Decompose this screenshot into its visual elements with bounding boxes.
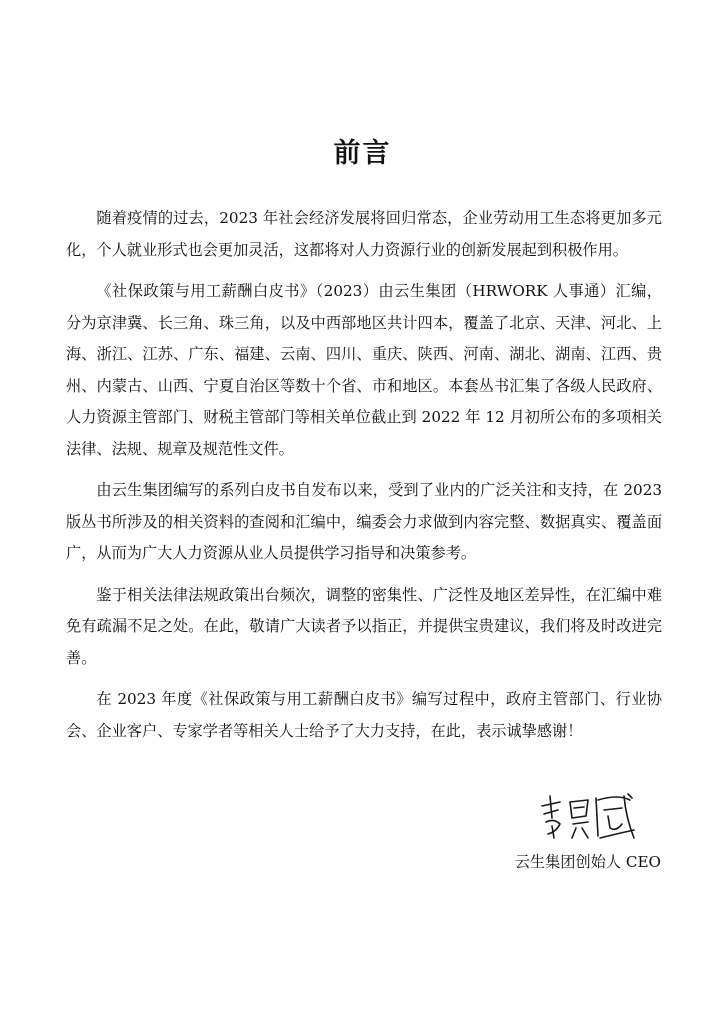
preface-body bbox=[66, 203, 662, 757]
paragraph-1: 随着疫情的过去，2023 年社会经济发展将回归常态，企业劳动用工生态将更加多元化，个人就业形式也会更加灵活，这都将对人力资源行业的创新发展起到积极作用。 bbox=[66, 209, 662, 259]
paragraph-4: 鉴于相关法律法规政策出台频次，调整的密集性、广泛性及地区差异性，在汇编中难免有疏漏不足之处。在此，敬请广大读者予以指正，并提供宝贵建议，我们将及时改进完善。 bbox=[66, 585, 662, 667]
signature-area bbox=[500, 788, 670, 848]
handwritten-signature bbox=[538, 788, 638, 844]
page-title: 前言 bbox=[333, 138, 392, 169]
paragraph-5: 在 2023 年度《社保政策与用工薪酬白皮书》编写过程中，政府主管部门、行业协会、企业客户、专家学者等相关人士给予了大力支持，在此，表示诚挚感谢！ bbox=[66, 690, 662, 740]
paragraph-3: 由云生集团编写的系列白皮书自发布以来，受到了业内的广泛关注和支持，在 2023 版丛书所涉及的相关资料的查阅和汇编中，编委会力求做到内容完整、数据真实、覆盖面广，从而为广大人力资源从业人员提供学习指导和决策参考。 bbox=[66, 481, 662, 562]
paragraph-2: 《社保政策与用工薪酬白皮书》（2023）由云生集团（HRWORK 人事通）汇编，分为京津冀、长三角、珠三角，以及中西部地区共计四本，覆盖了北京、天津、河北、上海、浙江、江苏、广东、福建、云南、四川、重庆、陕西、河南、湖北、湖南、江西、贵州、内蒙古、山西、宁夏自治区等数十个省、市和地区。本套丛书汇集了各级人民政府、人力资源主管部门、财税主管部门等相关单位截止到 2022 年 12 月初所公布的多项相关法律、法规、规章及规范性文件。 bbox=[66, 282, 662, 458]
signature-caption: 云生集团创始人 CEO bbox=[514, 853, 661, 871]
